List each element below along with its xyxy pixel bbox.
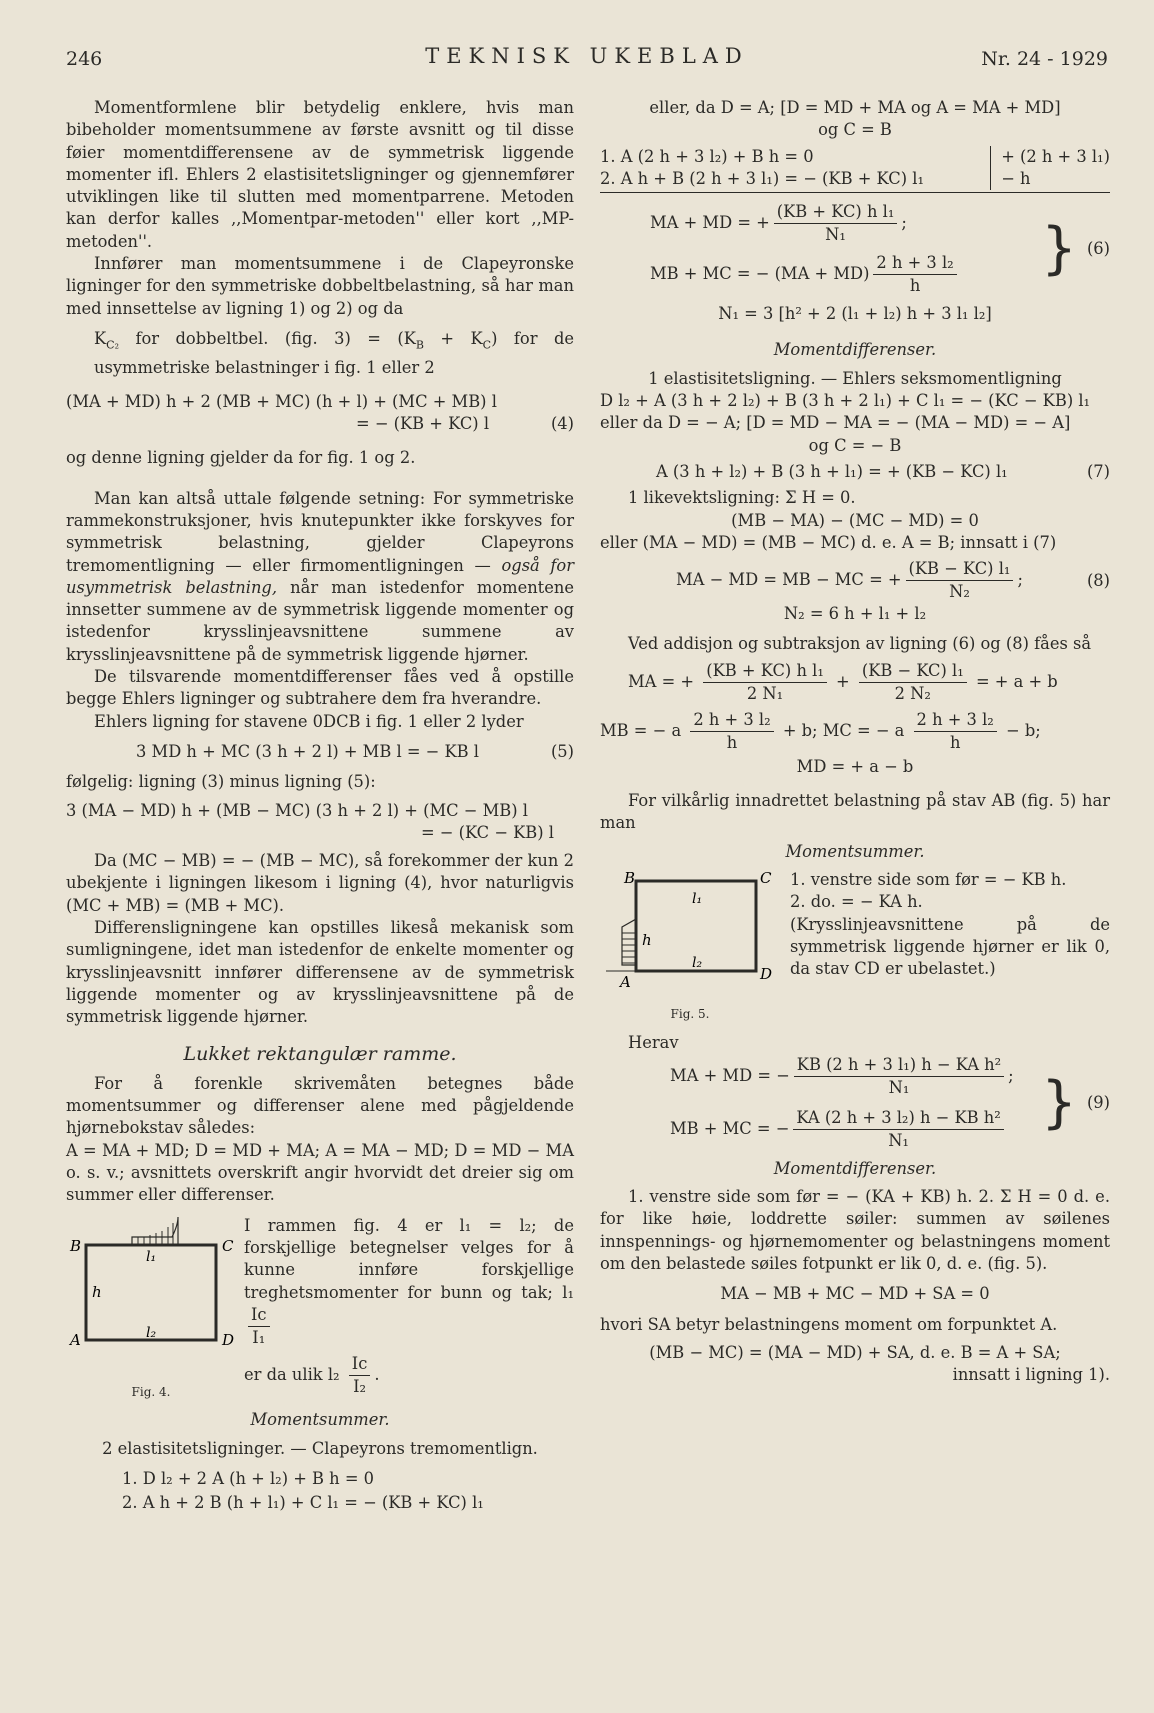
subheading: Momentsummer. [785,841,925,861]
paragraph: 2 elastisitetsligninger. — Clapeyrons tremomentlign. [102,1438,538,1458]
paragraph: Differensligningene kan opstilles likeså mekanisk som sumligningene, idet man istedenfor de enkelte momenter og krysslinjeavsnitt innfører differensene av de symmetrisk liggende momenter og av krysslinjeavsnittene på de symmetrisk liggende hjørner. [66,918,574,1027]
frame-diagram-fig4 [66,1215,236,1375]
svg-text:D: D [760,964,773,983]
equation-diff-a: 3 (MA − MD) h + (MB − MC) (3 h + 2 l) + (MC − MB) l [66,800,528,820]
svg-text:h: h [92,1282,102,1301]
paragraph: $K_{C_2}$ for dobbeltbel. (fig. $3) = (K_B + K_C)$ for de usymmetriske belastninger i fig. 1 eller 2 [94,328,574,377]
paragraph: Ved addisjon og subtraksjon av ligning (6) og (8) fåes så [628,634,1092,654]
equation-9: MA + MD = − $\frac{\text{KB (2 h + 3 l₁) h − KA h²}}{\text{N₁}}$ ; MB + MC = − $\frac{\text{KA (2 h + 3 l₂) h − KB h²}}{\text{N₁}}$ } (9) [670,1054,1110,1150]
equation: og C = B [818,120,892,140]
svg-text:C: C [222,1236,234,1255]
paragraph: Herav [628,1032,679,1052]
right-column [600,97,1110,1387]
svg-text:l₁: l₁ [692,890,703,907]
equation: og C = − B [808,435,902,455]
figure-caption: Fig. 4. [131,1384,171,1399]
paragraph: De tilsvarende momentdifferenser fåes ved å opstille begge Ehlers ligninger og subtrahere dem fra hverandre. [66,667,574,709]
paragraph: innsatt i ligning 1). [952,1365,1110,1385]
equation-diff-b: = − (KC − KB) l [420,822,554,842]
paragraph: 1 likevektsligning: Σ H = 0. [628,488,856,508]
journal-title: TEKNISK UKEBLAD [425,44,749,68]
section-heading: Lukket rektangulær ramme. [183,1042,457,1065]
equation: N₂ = 6 h + l₁ + l₂ [783,604,927,624]
svg-text:B: B [70,1236,82,1255]
subheading: Momentdifferenser. [773,1158,937,1178]
figure-4 [66,1215,236,1404]
svg-text:A: A [620,972,631,991]
paragraph: og denne ligning gjelder da for fig. 1 og 2. [66,448,416,468]
issue-number: Nr. 24 - 1929 [981,48,1108,70]
paragraph: følgelig: ligning (3) minus ligning (5): [66,772,376,792]
figure-5-text: 1. venstre side som før = − KB h. 2. do. = − KA h. (Krysslinjeavsnittene på de symmetrisk liggende hjørner er lik 0, da stav CD er ubelastet.) [790,869,1110,979]
equation-mb-mc: MB = − a $\frac{\text{2 h + 3 l₂}}{h}$ + b; MC = − a $\frac{\text{2 h + 3 l₂}}{h}$ − b; [600,709,1041,752]
left-column [66,97,574,1514]
paragraph: For vilkårlig innadrettet belastning på stav AB (fig. 5) har man [600,791,1110,833]
paragraph: Innfører man momentsummene i de Clapeyronske ligninger for den symmetriske dobbeltbelastning, så har man med innsettelse av ligning 1) og 2) og da [66,254,574,318]
equation: eller, da D = A; [D = MD + MA og A = MA + MD] [649,98,1061,117]
svg-text:l₁: l₁ [146,1248,157,1265]
equation: D l₂ + A (3 h + 2 l₂) + B (3 h + 2 l₁) + C l₁ = − (KC − KB) l₁ [600,391,1091,411]
equation: 1. D l₂ + 2 A (h + l₂) + B h = 0 [122,1468,375,1488]
figure-5-block [600,869,1110,1026]
svg-text:C: C [760,868,772,887]
divider [600,192,1110,193]
figure-4-text: I rammen fig. 4 er l₁ = l₂; de forskjellige betegnelser velges for å kunne innføre forskjellige treghetsmomenter for bunn og tak; l₁ $\frac{Ic}{\text{I₁}}$ er da ulik l₂ $\frac{Ic}{\text{I₂}}$ . [244,1215,574,1396]
svg-text:l₂: l₂ [692,954,703,971]
paragraph: A = MA + MD; D = MD + MA; A = MA − MD; D = MD − MA o. s. v.; avsnittets overskrift angir hvorvidt det dreier sig om summer eller differenser. [66,1140,574,1205]
equation-5: 3 MD h + MC (3 h + 2 l) + MB l = − KB l (5) [136,741,574,761]
equation-6: MA + MD = + $\frac{\text{(KB + KC) h l₁}}{\text{N₁}}$ ; MB + MC = − (MA + MD) $\frac{\text{2 h + 3 l₂}}{h}$ } (6) [650,202,1110,296]
page-header [66,44,1108,74]
svg-text:h: h [642,930,652,949]
paragraph: For å forenkle skrivemåten betegnes både momentsummer og differenser alene med pågjeldende hjørnebokstav således: [66,1073,574,1138]
subheading: Momentdifferenser. [773,340,937,360]
equation-4a: (MA + MD) h + 2 (MB + MC) (h + l) + (MC + MB) l [66,391,497,411]
paragraph: Ehlers ligning for stavene 0DCB i fig. 1 eller 2 lyder [94,711,524,731]
paragraph: Da (MC − MB) = − (MB − MC), så forekommer der kun 2 ubekjente i ligningen likesom i ligning (4), hvor naturligvis (MC + MB) = (MB + MC). [66,851,574,915]
paragraph: 1. venstre side som før = − (KA + KB) h. 2. Σ H = 0 d. e. for like høie, loddrette søiler: summen av søilenes innspennings- og hjørnemomenter og belastningens moment om den belastede søiles fotpunkt er lik 0, d. e. (fig. 5). [600,1187,1110,1274]
figure-5 [600,869,780,1026]
equation-7: A (3 h + l₂) + B (3 h + l₁) = + (KB − KC) l₁ (7) [656,461,1110,481]
equation-ma: MA = + $\frac{\text{(KB + KC) h l₁}}{\text{2 N₁}}$ + $\frac{\text{(KB − KC) l₁}}{\text{2 N₂}}$ = + a + b [628,660,1058,703]
equation: (MB − MA) − (MC − MD) = 0 [731,510,979,530]
equation: eller da D = − A; [D = MD − MA = − (MA − MD) = − A] [600,413,1071,433]
svg-text:l₂: l₂ [146,1324,157,1341]
equation: MD = + a − b [796,756,914,776]
paragraph: Momentformlene blir betydelig enklere, hvis man bibeholder momentsummene av første avsnitt og til disse føier momentdifferensene av de symmetrisk liggende momenter ifl. Ehlers 2 elastisitetsligninger og gjennemfører utviklingen like til slutten med momentparrene. Metoden kan derfor kalles ,,Momentpar-metoden'' eller kort ,,MP-metoden''. [66,98,574,251]
equation-8: MA − MD = MB − MC = + $\frac{\text{(KB − KC) l₁}}{\text{N₂}}$ ; (8) [676,559,1110,602]
paragraph: eller (MA − MD) = (MB − MC) d. e. A = B; innsatt i (7) [600,532,1057,552]
figure-4-block [66,1215,574,1404]
svg-text:A: A [70,1330,81,1349]
paragraph: hvori SA betyr belastningens moment om forpunktet A. [600,1314,1058,1334]
svg-text:D: D [222,1330,235,1349]
figure-caption: Fig. 5. [670,1007,710,1022]
svg-text:B: B [624,868,636,887]
paragraph: Man kan altså uttale følgende setning: For symmetriske rammekonstruksjoner, hvis knutepunkter ikke forskyves for symmetrisk belastning, gjelder Clapeyrons tremomentligning — eller firmomentligningen — også for usymmetrisk belastning, når man istedenfor momentene innsetter summene av de symmetrisk liggende momenter og istedenfor krysslinjeavsnittene summene av krysslinjeavsnittene på de symmetrisk liggende hjørner. [66,488,574,664]
frame-diagram-fig5 [600,869,780,997]
equation-4b: = − (KB + KC) l (4) [356,414,574,434]
subheading: Momentsummer. [250,1410,390,1430]
page-number: 246 [66,48,103,70]
equation: N₁ = 3 [h² + 2 (l₁ + l₂) h + 3 l₁ l₂] [718,304,992,324]
equation: 2. A h + 2 B (h + l₁) + C l₁ = − (KB + KC) l₁ [122,1493,484,1513]
equation: (MB − MC) = (MA − MD) + SA, d. e. B = A + SA; [649,1342,1061,1362]
equation: MA − MB + MC − MD + SA = 0 [720,1284,990,1304]
paragraph: 1 elastisitetsligning. — Ehlers seksmomentligning [648,368,1062,388]
equation-system: 1. A (2 h + 3 l₂) + B h = 0 + (2 h + 3 l₁) 2. A h + B (2 h + 3 l₁) = − (KB + KC) l₁ − h [600,146,1110,191]
